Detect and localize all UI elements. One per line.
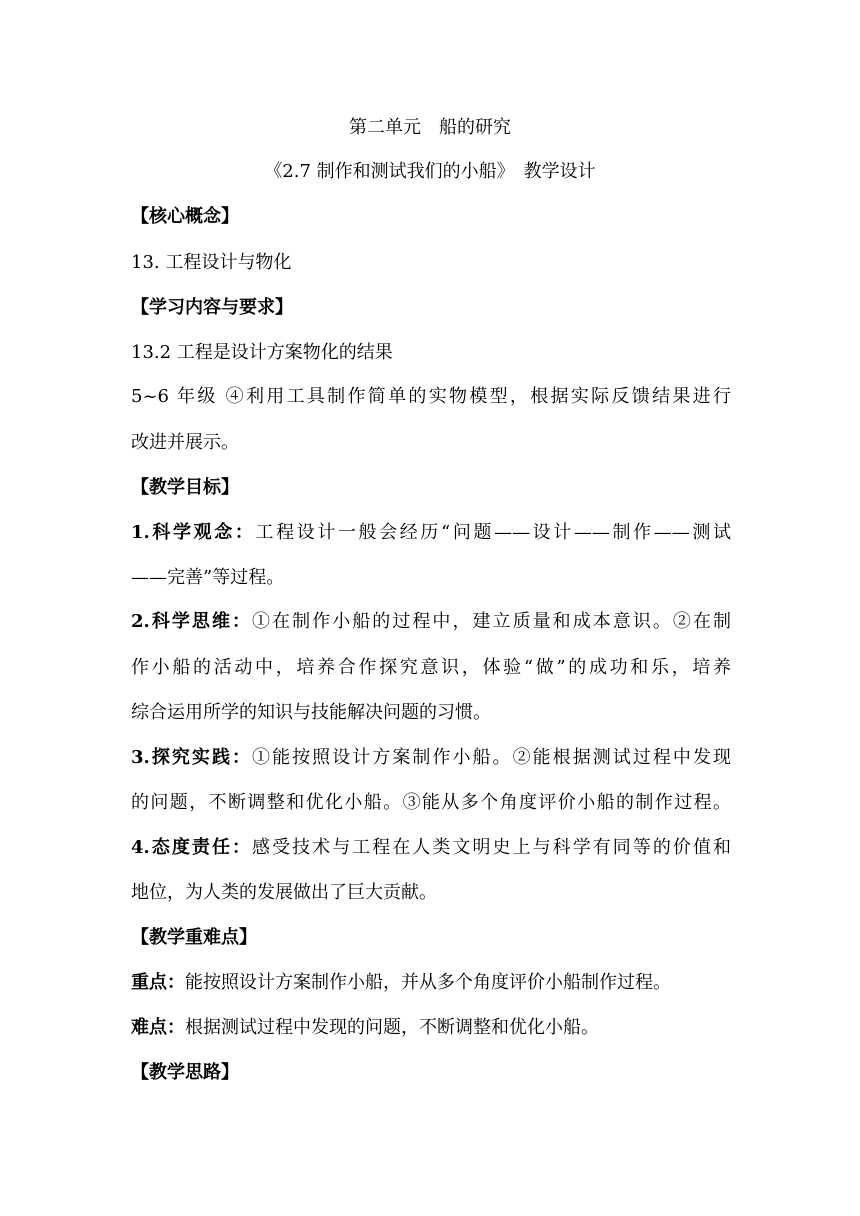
objective-2-label: 2.科学思维： <box>131 611 253 632</box>
objective-4-label: 4.态度责任： <box>131 837 253 858</box>
objective-4-line-1 <box>131 836 731 860</box>
objectives-heading: 【教学目标】 <box>131 477 239 498</box>
objective-2-line-1 <box>131 610 731 634</box>
content-requirements-heading: 【学习内容与要求】 <box>131 297 293 318</box>
objective-2-line-3: 综合运用所学的知识与技能解决问题的习惯。 <box>131 702 491 723</box>
objective-4-text-1: 感受技术与工程在人类文明史上与科学有同等的价值和 <box>252 837 731 858</box>
difficult-point-text: 根据测试过程中发现的问题，不断调整和优化小船。 <box>185 1017 599 1038</box>
key-points-heading: 【教学重难点】 <box>131 927 257 948</box>
unit-title: 第二单元 船的研究 <box>349 117 511 138</box>
objective-3-line-2: 的问题，不断调整和优化小船。③能从多个角度评价小船的制作过程。 <box>131 792 731 813</box>
objective-3-text-1: ①能按照设计方案制作小船。②能根据测试过程中发现 <box>252 747 731 768</box>
objective-1-line-1 <box>131 521 731 545</box>
content-requirements-line-2: 改进并展示。 <box>131 432 239 453</box>
teaching-approach-heading: 【教学思路】 <box>131 1062 239 1083</box>
objective-2-line-2: 作小船的活动中，培养合作探究意识，体验“做”的成功和乐，培养 <box>131 657 731 678</box>
difficult-point-label: 难点： <box>131 1017 185 1038</box>
key-point-text: 能按照设计方案制作小船，并从多个角度评价小船制作过程。 <box>185 972 671 993</box>
objective-1-label: 1.科学观念： <box>131 522 256 543</box>
objective-4-line-2: 地位，为人类的发展做出了巨大贡献。 <box>131 882 437 903</box>
key-point-label: 重点： <box>131 972 185 993</box>
lesson-title: 《2.7 制作和测试我们的小船》 教学设计 <box>264 161 596 182</box>
core-concept-text: 13. 工程设计与物化 <box>131 252 292 273</box>
objective-1-text-1: 工程设计一般会经历“问题——设计——制作——测试 <box>255 522 731 543</box>
difficult-point-line <box>131 1016 731 1040</box>
key-point-line <box>131 971 731 995</box>
content-requirements-line-1: 5~6 年级 ④利用工具制作简单的实物模型，根据实际反馈结果进行 <box>131 386 731 407</box>
objective-2-text-1: ①在制作小船的过程中，建立质量和成本意识。②在制 <box>252 611 731 632</box>
content-requirements-item: 13.2 工程是设计方案物化的结果 <box>131 342 393 363</box>
objective-3-line-1 <box>131 746 731 770</box>
core-concept-heading: 【核心概念】 <box>131 206 239 227</box>
objective-3-label: 3.探究实践： <box>131 747 253 768</box>
objective-1-line-2: ——完善”等过程。 <box>131 567 285 588</box>
